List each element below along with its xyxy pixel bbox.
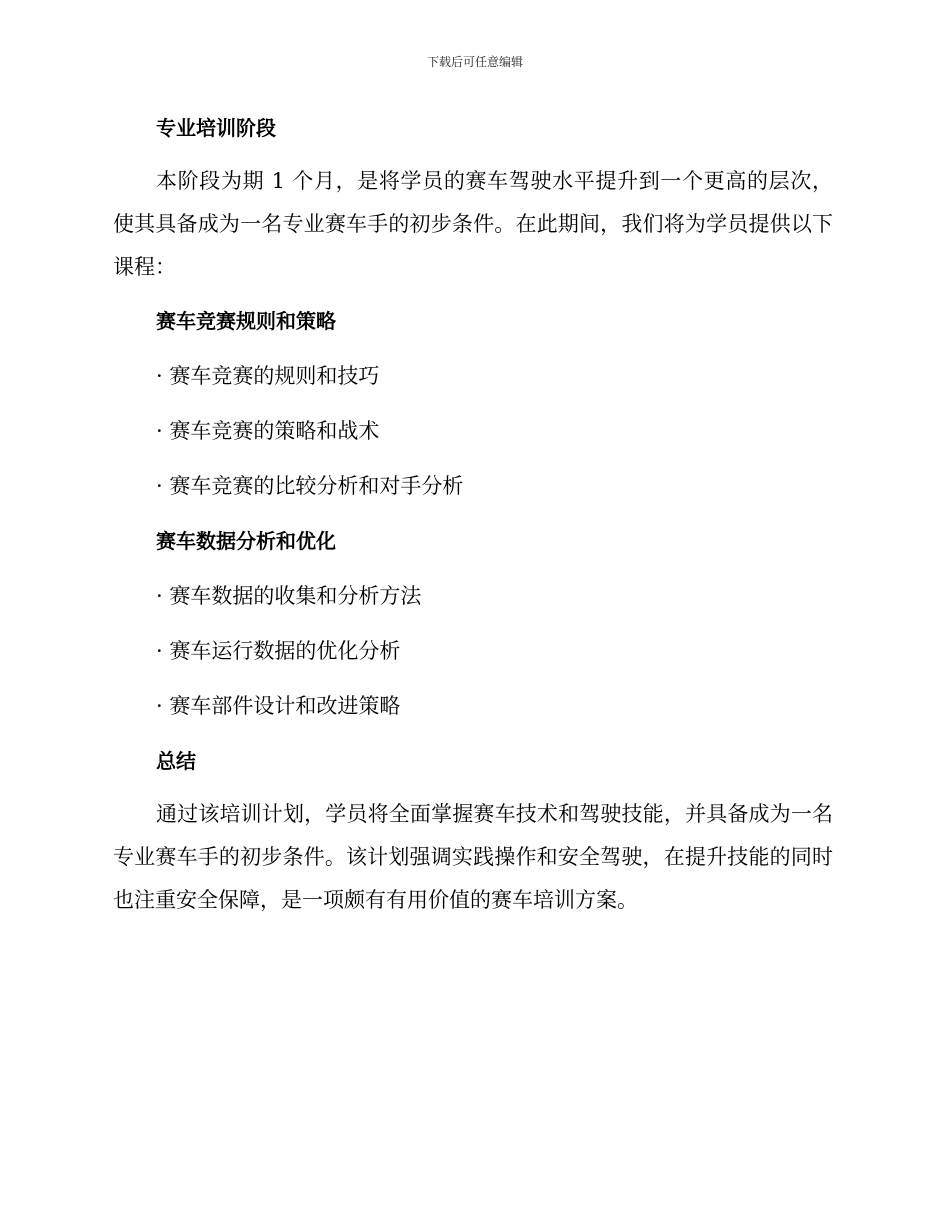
list-item: · 赛车竞赛的比较分析和对手分析: [156, 474, 464, 498]
section-heading-rules: 赛车竞赛规则和策略: [156, 309, 336, 333]
section-heading-data: 赛车数据分析和优化: [156, 529, 336, 553]
data-list: [113, 576, 833, 726]
list-item: · 赛车竞赛的规则和技巧: [156, 364, 380, 388]
document-body: [113, 108, 833, 922]
summary-paragraph: 通过该培训计划，学员将全面掌握赛车技术和驾驶技能，并具备成为一名专业赛车手的初步条件。该计划强调实践操作和安全驾驶，在提升技能的同时也注重安全保障，是一项颇有有用价值的赛车培训方案。: [113, 802, 833, 912]
section-heading-summary: 总结: [156, 749, 196, 773]
header-note: 下载后可任意编辑: [426, 55, 523, 69]
training-paragraph: 本阶段为期 1 个月，是将学员的赛车驾驶水平提升到一个更高的层次，使其具备成为一名专业赛车手的初步条件。在此期间，我们将为学员提供以下课程：: [113, 169, 833, 279]
list-item: · 赛车数据的收集和分析方法: [156, 584, 422, 608]
rules-list: [113, 356, 833, 506]
list-item: · 赛车竞赛的策略和战术: [156, 419, 380, 443]
list-item: · 赛车运行数据的优化分析: [156, 639, 401, 663]
section-heading-training: 专业培训阶段: [156, 116, 276, 140]
list-item: · 赛车部件设计和改进策略: [156, 694, 401, 718]
